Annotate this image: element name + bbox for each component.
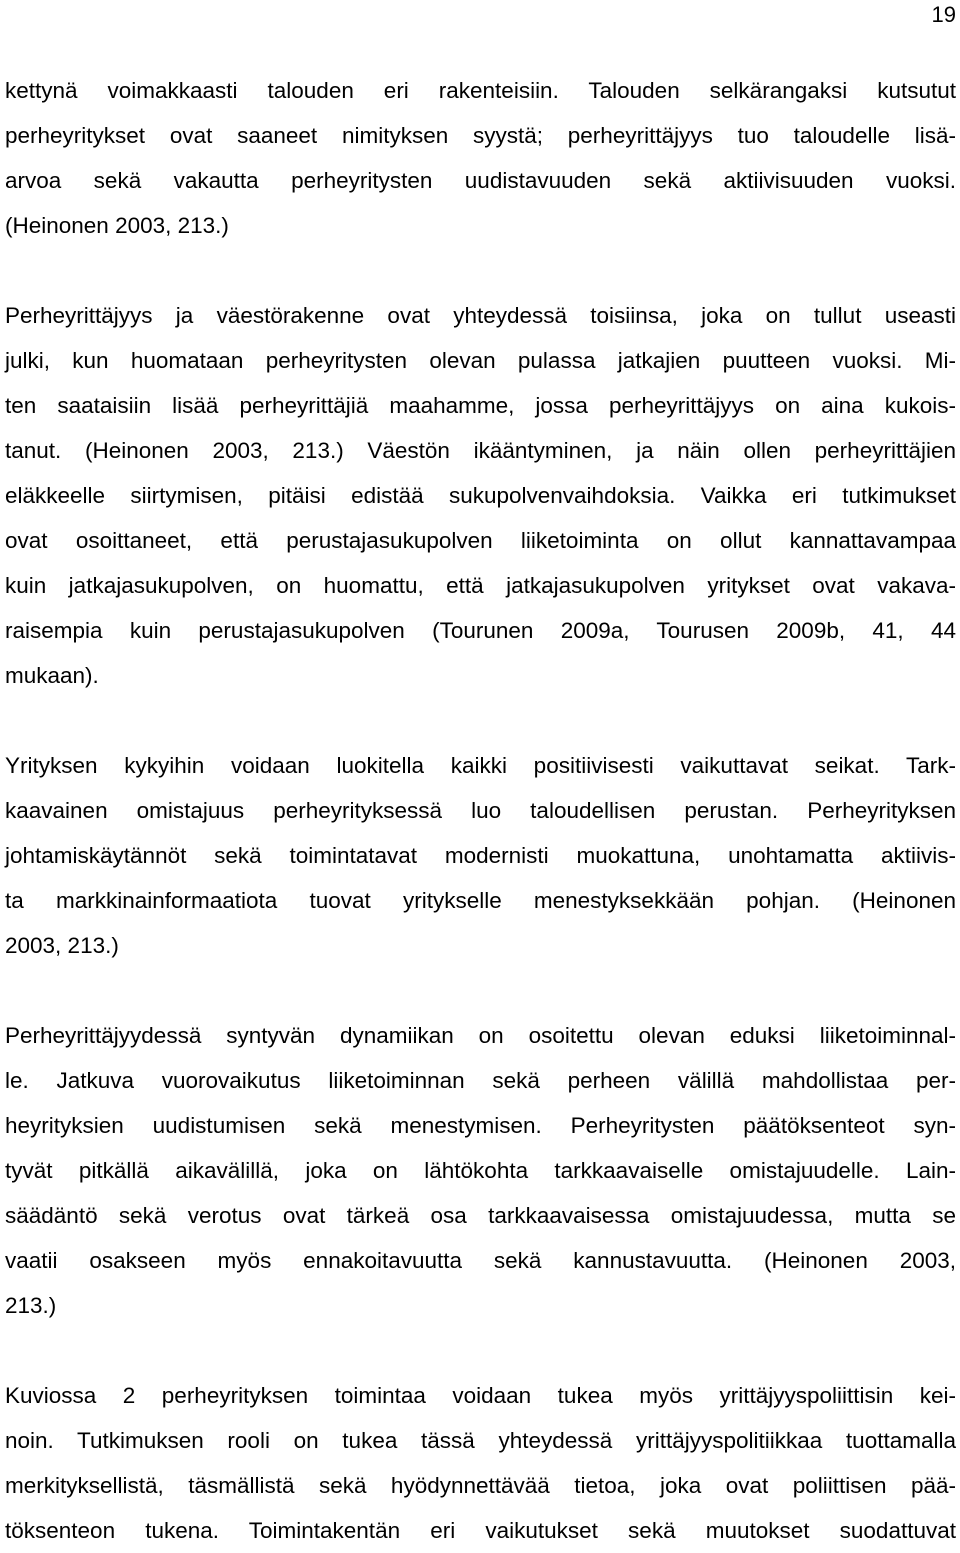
text-line: kaavainen omistajuus perheyrityksessä luo taloudellisen perustan. Perheyrityksen [5, 798, 956, 823]
paragraph-3 [5, 743, 956, 968]
text-line: raisempia kuin perustajasukupolven (Tourunen 2009a, Tourusen 2009b, 41, 44 [5, 618, 956, 643]
paragraph-2 [5, 293, 956, 698]
text-line: arvoa sekä vakautta perheyritysten uudistavuuden sekä aktiivisuuden vuoksi. [5, 168, 956, 193]
text-line: tanut. (Heinonen 2003, 213.) Väestön ikääntyminen, ja näin ollen perheyrittäjien [5, 438, 956, 463]
text-line: kuin jatkajasukupolven, on huomattu, että jatkajasukupolven yritykset ovat vakava- [5, 573, 956, 598]
text-line: johtamiskäytännöt sekä toimintatavat modernisti muokattuna, unohtamatta aktiivis- [5, 843, 956, 868]
text-line: töksenteon tukena. Toimintakentän eri vaikutukset sekä muutokset suodattuvat [5, 1518, 956, 1543]
page-number: 19 [931, 2, 956, 27]
text-line: le. Jatkuva vuorovaikutus liiketoiminnan sekä perheen välillä mahdollistaa per- [5, 1068, 956, 1093]
text-line: merkityksellistä, täsmällistä sekä hyödynnettävää tietoa, joka ovat poliittisen pää- [5, 1473, 956, 1498]
paragraph-gap [5, 1328, 956, 1373]
text-line: julki, kun huomataan perheyritysten olevan pulassa jatkajien puutteen vuoksi. Mi- [5, 348, 956, 373]
paragraph-gap [5, 698, 956, 743]
text-line: tyvät pitkällä aikavälillä, joka on lähtökohta tarkkaavaiselle omistajuudelle. Lain- [5, 1158, 956, 1183]
text-line: mukaan). [5, 663, 99, 688]
text-line: perheyritykset ovat saaneet nimityksen syystä; perheyrittäjyys tuo taloudelle lisä- [5, 123, 956, 148]
text-line: heyrityksien uudistumisen sekä menestymisen. Perheyritysten päätöksenteot syn- [5, 1113, 956, 1138]
text-line: ovat osoittaneet, että perustajasukupolven liiketoiminta on ollut kannattavampaa [5, 528, 956, 553]
paragraph-5 [5, 1373, 956, 1553]
text-line: ten saataisiin lisää perheyrittäjiä maahamme, jossa perheyrittäjyys on aina kukois- [5, 393, 956, 418]
text-line: vaatii osakseen myös ennakoitavuutta sekä kannustavuutta. (Heinonen 2003, [5, 1248, 956, 1273]
paragraph-gap [5, 248, 956, 293]
document-body [5, 68, 956, 1553]
paragraph-gap [5, 968, 956, 1013]
paragraph-4 [5, 1013, 956, 1328]
text-line: 213.) [5, 1293, 57, 1318]
text-line: Perheyrittäjyys ja väestörakenne ovat yhteydessä toisiinsa, joka on tullut useasti [5, 303, 956, 328]
text-line: Kuviossa 2 perheyrityksen toimintaa voidaan tukea myös yrittäjyyspoliittisin kei- [5, 1383, 956, 1408]
paragraph-1 [5, 68, 956, 248]
text-line: ta markkinainformaatiota tuovat yritykselle menestyksekkään pohjan. (Heinonen [5, 888, 956, 913]
text-line: noin. Tutkimuksen rooli on tukea tässä yhteydessä yrittäjyyspolitiikkaa tuottamalla [5, 1428, 956, 1453]
text-line: Perheyrittäjyydessä syntyvän dynamiikan on osoitettu olevan eduksi liiketoiminnal- [5, 1023, 956, 1048]
text-line: eläkkeelle siirtymisen, pitäisi edistää sukupolvenvaihdoksia. Vaikka eri tutkimukset [5, 483, 956, 508]
text-line: säädäntö sekä verotus ovat tärkeä osa tarkkaavaisessa omistajuudessa, mutta se [5, 1203, 956, 1228]
text-line: kettynä voimakkaasti talouden eri rakenteisiin. Talouden selkärangaksi kutsutut [5, 78, 956, 103]
text-line: (Heinonen 2003, 213.) [5, 213, 229, 238]
text-line: Yrityksen kykyihin voidaan luokitella kaikki positiivisesti vaikuttavat seikat. Tark- [5, 753, 956, 778]
text-line: 2003, 213.) [5, 933, 119, 958]
